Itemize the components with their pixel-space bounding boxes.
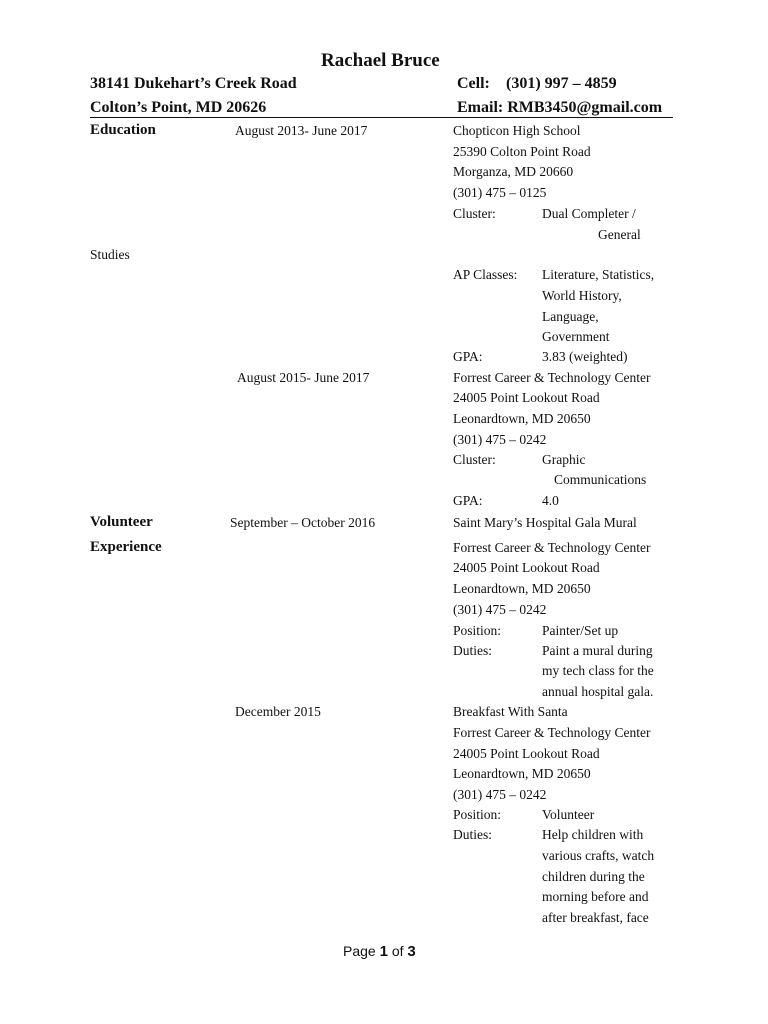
education-entry2-gpa-label: GPA: bbox=[453, 493, 483, 508]
volunteer-entry1-event: Saint Mary’s Hospital Gala Mural bbox=[453, 515, 637, 530]
page-current: 1 bbox=[379, 943, 388, 960]
volunteer-entry1-phone: (301) 475 – 0242 bbox=[453, 602, 547, 617]
page-word: Page bbox=[343, 943, 376, 959]
education-entry1-cluster-line3: Studies bbox=[90, 247, 130, 262]
page-total: 3 bbox=[407, 943, 416, 960]
education-heading: Education bbox=[90, 122, 156, 138]
cell-value: (301) 997 – 4859 bbox=[506, 75, 617, 92]
education-entry1-phone: (301) 475 – 0125 bbox=[453, 185, 547, 200]
page-footer bbox=[343, 944, 416, 959]
email: Email: RMB3450@gmail.com bbox=[457, 100, 673, 118]
volunteer-entry2-duties-line: after breakfast, face bbox=[542, 910, 649, 925]
volunteer-entry2-dates: December 2015 bbox=[235, 704, 321, 719]
volunteer-entry2-position-value: Volunteer bbox=[542, 807, 595, 822]
volunteer-entry1-street: 24005 Point Lookout Road bbox=[453, 560, 600, 575]
education-entry2-cluster-line1: Graphic bbox=[542, 452, 586, 467]
volunteer-entry2-duties-line: children during the bbox=[542, 869, 645, 884]
education-entry2-gpa-value: 4.0 bbox=[542, 493, 559, 508]
volunteer-entry2-position-label: Position: bbox=[453, 807, 502, 822]
volunteer-entry2-street: 24005 Point Lookout Road bbox=[453, 746, 600, 761]
volunteer-entry1-position-label: Position: bbox=[453, 623, 502, 638]
education-entry1-street: 25390 Colton Point Road bbox=[453, 144, 591, 159]
education-entry1-ap-line: Language, bbox=[542, 309, 599, 324]
education-entry1-gpa-label: GPA: bbox=[453, 349, 483, 364]
education-entry2-dates: August 2015- June 2017 bbox=[237, 370, 370, 385]
education-entry1-cluster-label: Cluster: bbox=[453, 206, 496, 221]
volunteer-heading-line1: Volunteer bbox=[90, 514, 153, 530]
education-entry2-street: 24005 Point Lookout Road bbox=[453, 390, 600, 405]
volunteer-entry1-position-value: Painter/Set up bbox=[542, 623, 619, 638]
education-entry1-ap-line: Government bbox=[542, 329, 610, 344]
volunteer-entry2-org: Forrest Career & Technology Center bbox=[453, 725, 651, 740]
address-line1: 38141 Dukehart’s Creek Road bbox=[90, 75, 297, 92]
volunteer-entry2-duties-line: Help children with bbox=[542, 827, 644, 842]
education-entry1-ap-label: AP Classes: bbox=[453, 267, 518, 282]
education-entry2-cluster-label: Cluster: bbox=[453, 452, 496, 467]
education-entry1-ap-line: Literature, Statistics, bbox=[542, 267, 655, 282]
education-entry1-dates: August 2013- June 2017 bbox=[235, 123, 368, 138]
education-entry1-school: Chopticon High School bbox=[453, 123, 581, 138]
volunteer-entry2-event: Breakfast With Santa bbox=[453, 704, 568, 719]
education-entry2-school: Forrest Career & Technology Center bbox=[453, 370, 651, 385]
education-entry1-cluster-line1: Dual Completer / bbox=[542, 206, 636, 221]
education-entry1-ap-line: World History, bbox=[542, 288, 622, 303]
volunteer-entry2-duties-line: various crafts, watch bbox=[542, 848, 655, 863]
volunteer-entry1-duties-label: Duties: bbox=[453, 643, 492, 658]
volunteer-entry1-duties-line: Paint a mural during bbox=[542, 643, 653, 658]
education-entry2-cluster-line2: Communications bbox=[554, 472, 647, 487]
education-entry1-gpa-value: 3.83 (weighted) bbox=[542, 349, 628, 364]
volunteer-entry1-duties-line: annual hospital gala. bbox=[542, 684, 654, 699]
volunteer-entry1-city: Leonardtown, MD 20650 bbox=[453, 581, 591, 596]
education-entry2-phone: (301) 475 – 0242 bbox=[453, 432, 547, 447]
volunteer-entry1-duties-line: my tech class for the bbox=[542, 663, 654, 678]
education-entry1-city: Morganza, MD 20660 bbox=[453, 164, 574, 179]
volunteer-entry1-dates: September – October 2016 bbox=[230, 515, 376, 530]
cell-label: Cell: bbox=[457, 75, 490, 92]
volunteer-entry2-phone: (301) 475 – 0242 bbox=[453, 787, 547, 802]
volunteer-heading-line2: Experience bbox=[90, 539, 162, 555]
of-word: of bbox=[391, 943, 404, 959]
address-line2: Colton’s Point, MD 20626 bbox=[90, 100, 457, 118]
education-entry2-city: Leonardtown, MD 20650 bbox=[453, 411, 591, 426]
volunteer-entry2-duties-label: Duties: bbox=[453, 827, 492, 842]
volunteer-entry2-duties-line: morning before and bbox=[542, 889, 649, 904]
resume-name: Rachael Bruce bbox=[321, 50, 440, 71]
volunteer-entry1-org: Forrest Career & Technology Center bbox=[453, 540, 651, 555]
volunteer-entry2-city: Leonardtown, MD 20650 bbox=[453, 766, 591, 781]
education-entry1-cluster-line2: General bbox=[598, 227, 641, 242]
